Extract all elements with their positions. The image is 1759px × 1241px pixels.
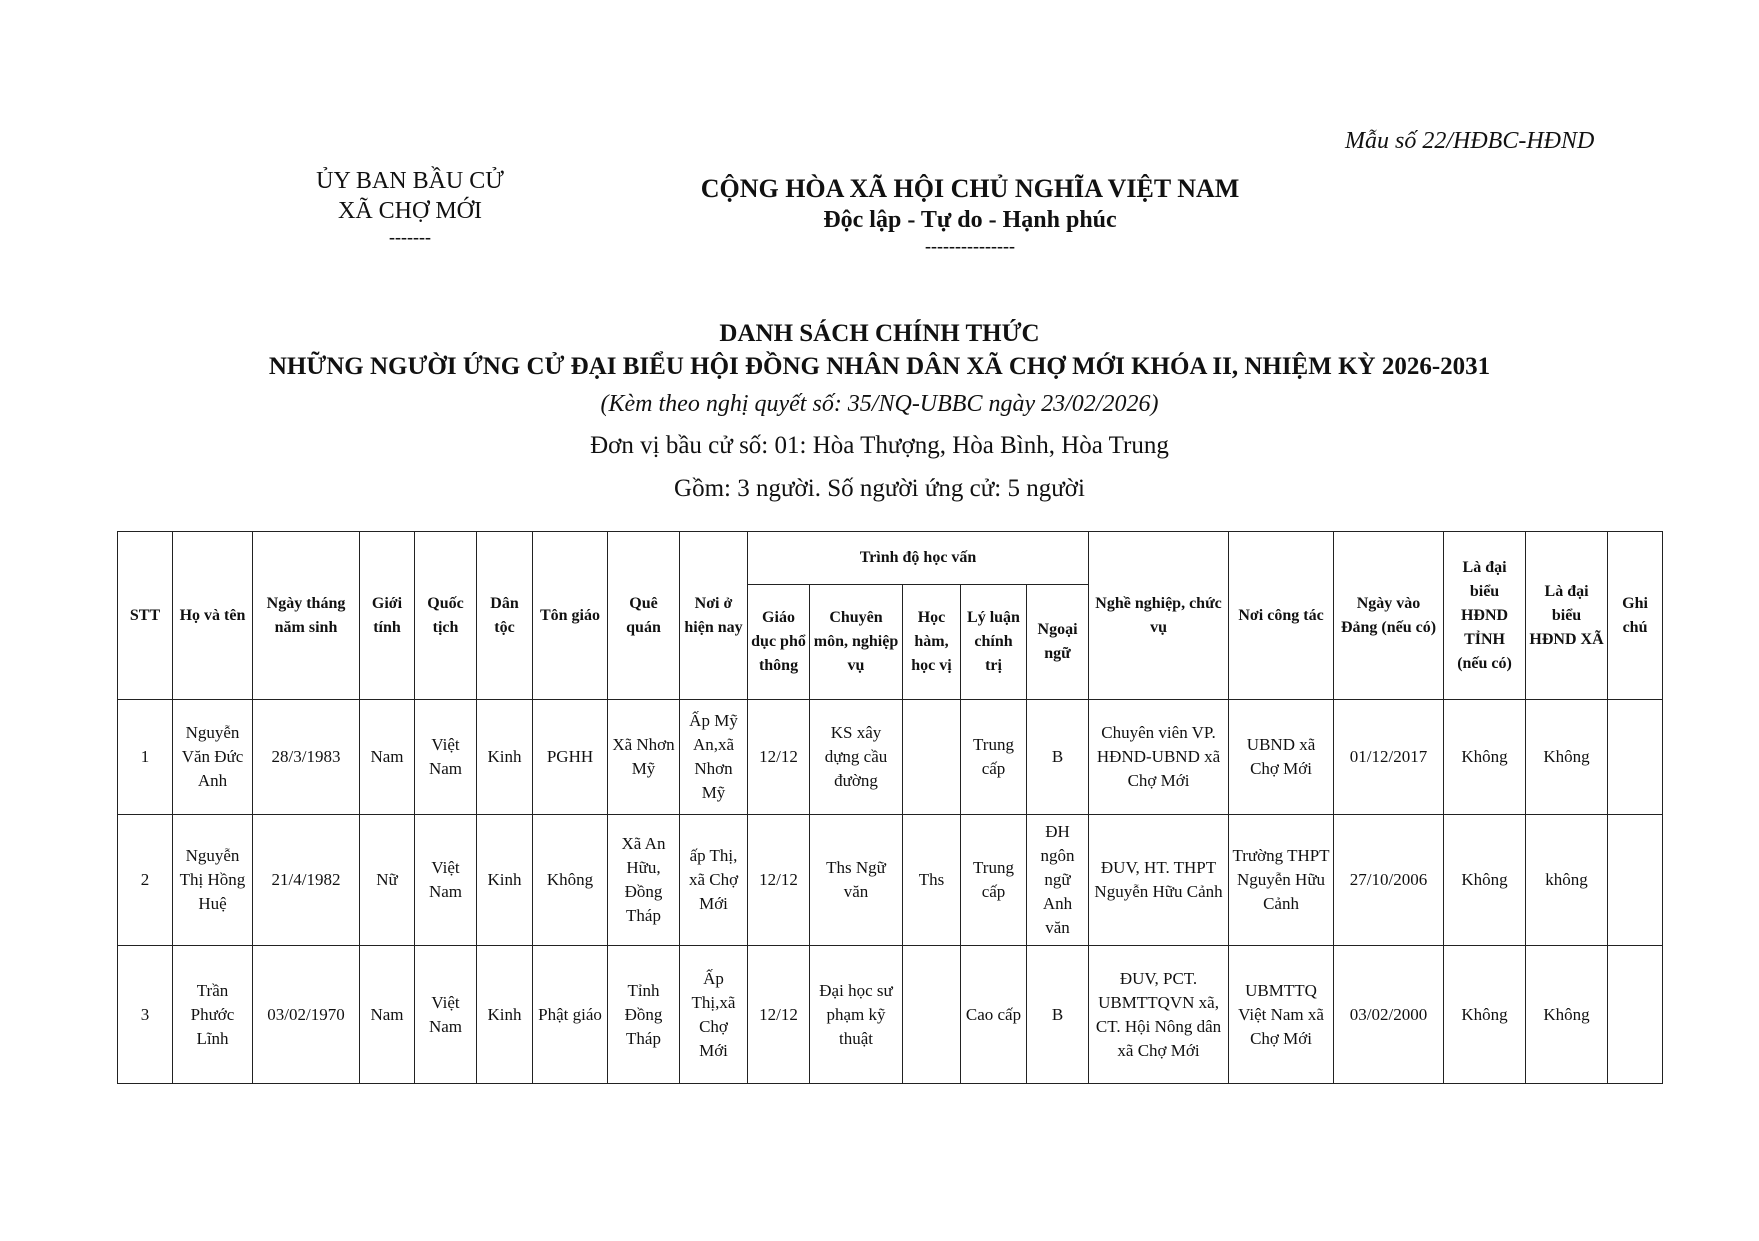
cell-ethnicity: Kinh [477, 815, 533, 946]
cell-residence: Ấp Mỹ An,xã Nhơn Mỹ [680, 700, 748, 815]
issuing-agency [250, 166, 570, 248]
cell-commune-delegate: Không [1526, 946, 1608, 1084]
cell-party-date: 01/12/2017 [1334, 700, 1444, 815]
cell-foreign-language: B [1027, 700, 1089, 815]
agency-line2: XÃ CHỢ MỚI [338, 198, 482, 224]
table-row [118, 815, 1663, 946]
header-specialty: Chuyên môn, nghiệp vụ [810, 585, 903, 700]
cell-note [1608, 700, 1663, 815]
cell-dob: 28/3/1983 [253, 700, 360, 815]
cell-name: Trần Phước Lĩnh [173, 946, 253, 1084]
cell-nationality: Việt Nam [415, 700, 477, 815]
header-name: Họ và tên [173, 532, 253, 700]
header-religion: Tôn giáo [533, 532, 608, 700]
cell-workplace: UBND xã Chợ Mới [1229, 700, 1334, 815]
cell-name: Nguyễn Thị Hồng Huệ [173, 815, 253, 946]
resolution-ref: (Kèm theo nghị quyết số: 35/NQ-UBBC ngày 23/02/2026) [600, 391, 1159, 417]
cell-name: Nguyễn Văn Đức Anh [173, 700, 253, 815]
cell-residence: Ấp Thị,xã Chợ Mới [680, 946, 748, 1084]
electoral-unit-value: Hòa Thượng, Hòa Bình, Hòa Trung [812, 432, 1169, 459]
cell-foreign-language: ĐH ngôn ngữ Anh văn [1027, 815, 1089, 946]
cell-foreign-language: B [1027, 946, 1089, 1084]
electoral-unit [0, 424, 1759, 468]
cell-specialty: KS xây dựng cầu đường [810, 700, 903, 815]
cell-ethnicity: Kinh [477, 700, 533, 815]
cell-note [1608, 815, 1663, 946]
nation-divider: --------------- [925, 236, 1015, 256]
cell-religion: Phật giáo [533, 946, 608, 1084]
cell-general-edu: 12/12 [748, 700, 810, 815]
cell-stt: 1 [118, 700, 173, 815]
header-foreign-language: Ngoại ngữ [1027, 585, 1089, 700]
cell-occupation: Chuyên viên VP. HĐND-UBND xã Chợ Mới [1089, 700, 1229, 815]
cell-gender: Nam [360, 700, 415, 815]
form-number: Mẫu số 22/HĐBC-HĐND [1345, 128, 1595, 154]
header-academic-title: Học hàm, học vị [903, 585, 961, 700]
nation-name: CỘNG HÒA XÃ HỘI CHỦ NGHĨA VIỆT NAM [700, 174, 1240, 203]
cell-academic-title: Ths [903, 815, 961, 946]
national-header [650, 173, 1290, 257]
cell-political-theory: Trung cấp [961, 815, 1027, 946]
cell-provincial-delegate: Không [1444, 815, 1526, 946]
cell-party-date: 03/02/2000 [1334, 946, 1444, 1084]
cell-residence: ấp Thị, xã Chợ Mới [680, 815, 748, 946]
header-dob: Ngày tháng năm sinh [253, 532, 360, 700]
cell-specialty: Đại học sư phạm kỹ thuật [810, 946, 903, 1084]
cell-note [1608, 946, 1663, 1084]
cell-dob: 21/4/1982 [253, 815, 360, 946]
cell-commune-delegate: không [1526, 815, 1608, 946]
candidate-summary: Gồm: 3 người. Số người ứng cử: 5 người [674, 475, 1085, 502]
header-ethnicity: Dân tộc [477, 532, 533, 700]
cell-gender: Nữ [360, 815, 415, 946]
cell-academic-title [903, 700, 961, 815]
cell-stt: 3 [118, 946, 173, 1084]
cell-workplace: Trường THPT Nguyễn Hữu Cảnh [1229, 815, 1334, 946]
doc-subtitle: NHỮNG NGƯỜI ỨNG CỬ ĐẠI BIỂU HỘI ĐỒNG NHÂN DÂN XÃ CHỢ MỚI KHÓA II, NHIỆM KỲ 2026-2031 [268, 353, 1491, 380]
electoral-unit-label: Đơn vị bầu cử số: 01: [590, 432, 813, 459]
header-political-theory: Lý luận chính trị [961, 585, 1027, 700]
cell-occupation: ĐUV, PCT. UBMTTQVN xã, CT. Hội Nông dân xã Chợ Mới [1089, 946, 1229, 1084]
header-workplace: Nơi công tác [1229, 532, 1334, 700]
agency-divider: ------- [389, 227, 431, 247]
cell-general-edu: 12/12 [748, 946, 810, 1084]
header-residence: Nơi ở hiện nay [680, 532, 748, 700]
header-hometown: Quê quán [608, 532, 680, 700]
cell-religion: Không [533, 815, 608, 946]
doc-title: DANH SÁCH CHÍNH THỨC [719, 320, 1040, 347]
cell-general-edu: 12/12 [748, 815, 810, 946]
candidate-table [117, 531, 1663, 1084]
header-gender: Giới tính [360, 532, 415, 700]
nation-motto: Độc lập - Tự do - Hạnh phúc [823, 207, 1117, 233]
cell-nationality: Việt Nam [415, 815, 477, 946]
cell-hometown: Xã Nhơn Mỹ [608, 700, 680, 815]
cell-workplace: UBMTTQ Việt Nam xã Chợ Mới [1229, 946, 1334, 1084]
cell-academic-title [903, 946, 961, 1084]
header-occupation: Nghề nghiệp, chức vụ [1089, 532, 1229, 700]
cell-stt: 2 [118, 815, 173, 946]
header-general-edu: Giáo dục phổ thông [748, 585, 810, 700]
agency-line1: ỦY BAN BẦU CỬ [316, 168, 504, 194]
header-commune-delegate: Là đại biểu HĐND XÃ [1526, 532, 1608, 700]
cell-political-theory: Trung cấp [961, 700, 1027, 815]
cell-political-theory: Cao cấp [961, 946, 1027, 1084]
document-titles [0, 318, 1759, 510]
cell-specialty: Ths Ngữ văn [810, 815, 903, 946]
header-education-group: Trình độ học vấn [748, 532, 1089, 585]
header-provincial-delegate: Là đại biểu HĐND TỈNH (nếu có) [1444, 532, 1526, 700]
cell-party-date: 27/10/2006 [1334, 815, 1444, 946]
header-note: Ghi chú [1608, 532, 1663, 700]
cell-hometown: Xã An Hữu, Đồng Tháp [608, 815, 680, 946]
cell-commune-delegate: Không [1526, 700, 1608, 815]
header-party-date: Ngày vào Đảng (nếu có) [1334, 532, 1444, 700]
cell-dob: 03/02/1970 [253, 946, 360, 1084]
cell-occupation: ĐUV, HT. THPT Nguyễn Hữu Cảnh [1089, 815, 1229, 946]
cell-nationality: Việt Nam [415, 946, 477, 1084]
table-row [118, 700, 1663, 815]
cell-provincial-delegate: Không [1444, 700, 1526, 815]
table-row [118, 946, 1663, 1084]
cell-hometown: Tỉnh Đồng Tháp [608, 946, 680, 1084]
cell-religion: PGHH [533, 700, 608, 815]
header-stt: STT [118, 532, 173, 700]
cell-provincial-delegate: Không [1444, 946, 1526, 1084]
cell-gender: Nam [360, 946, 415, 1084]
header-nationality: Quốc tịch [415, 532, 477, 700]
cell-ethnicity: Kinh [477, 946, 533, 1084]
